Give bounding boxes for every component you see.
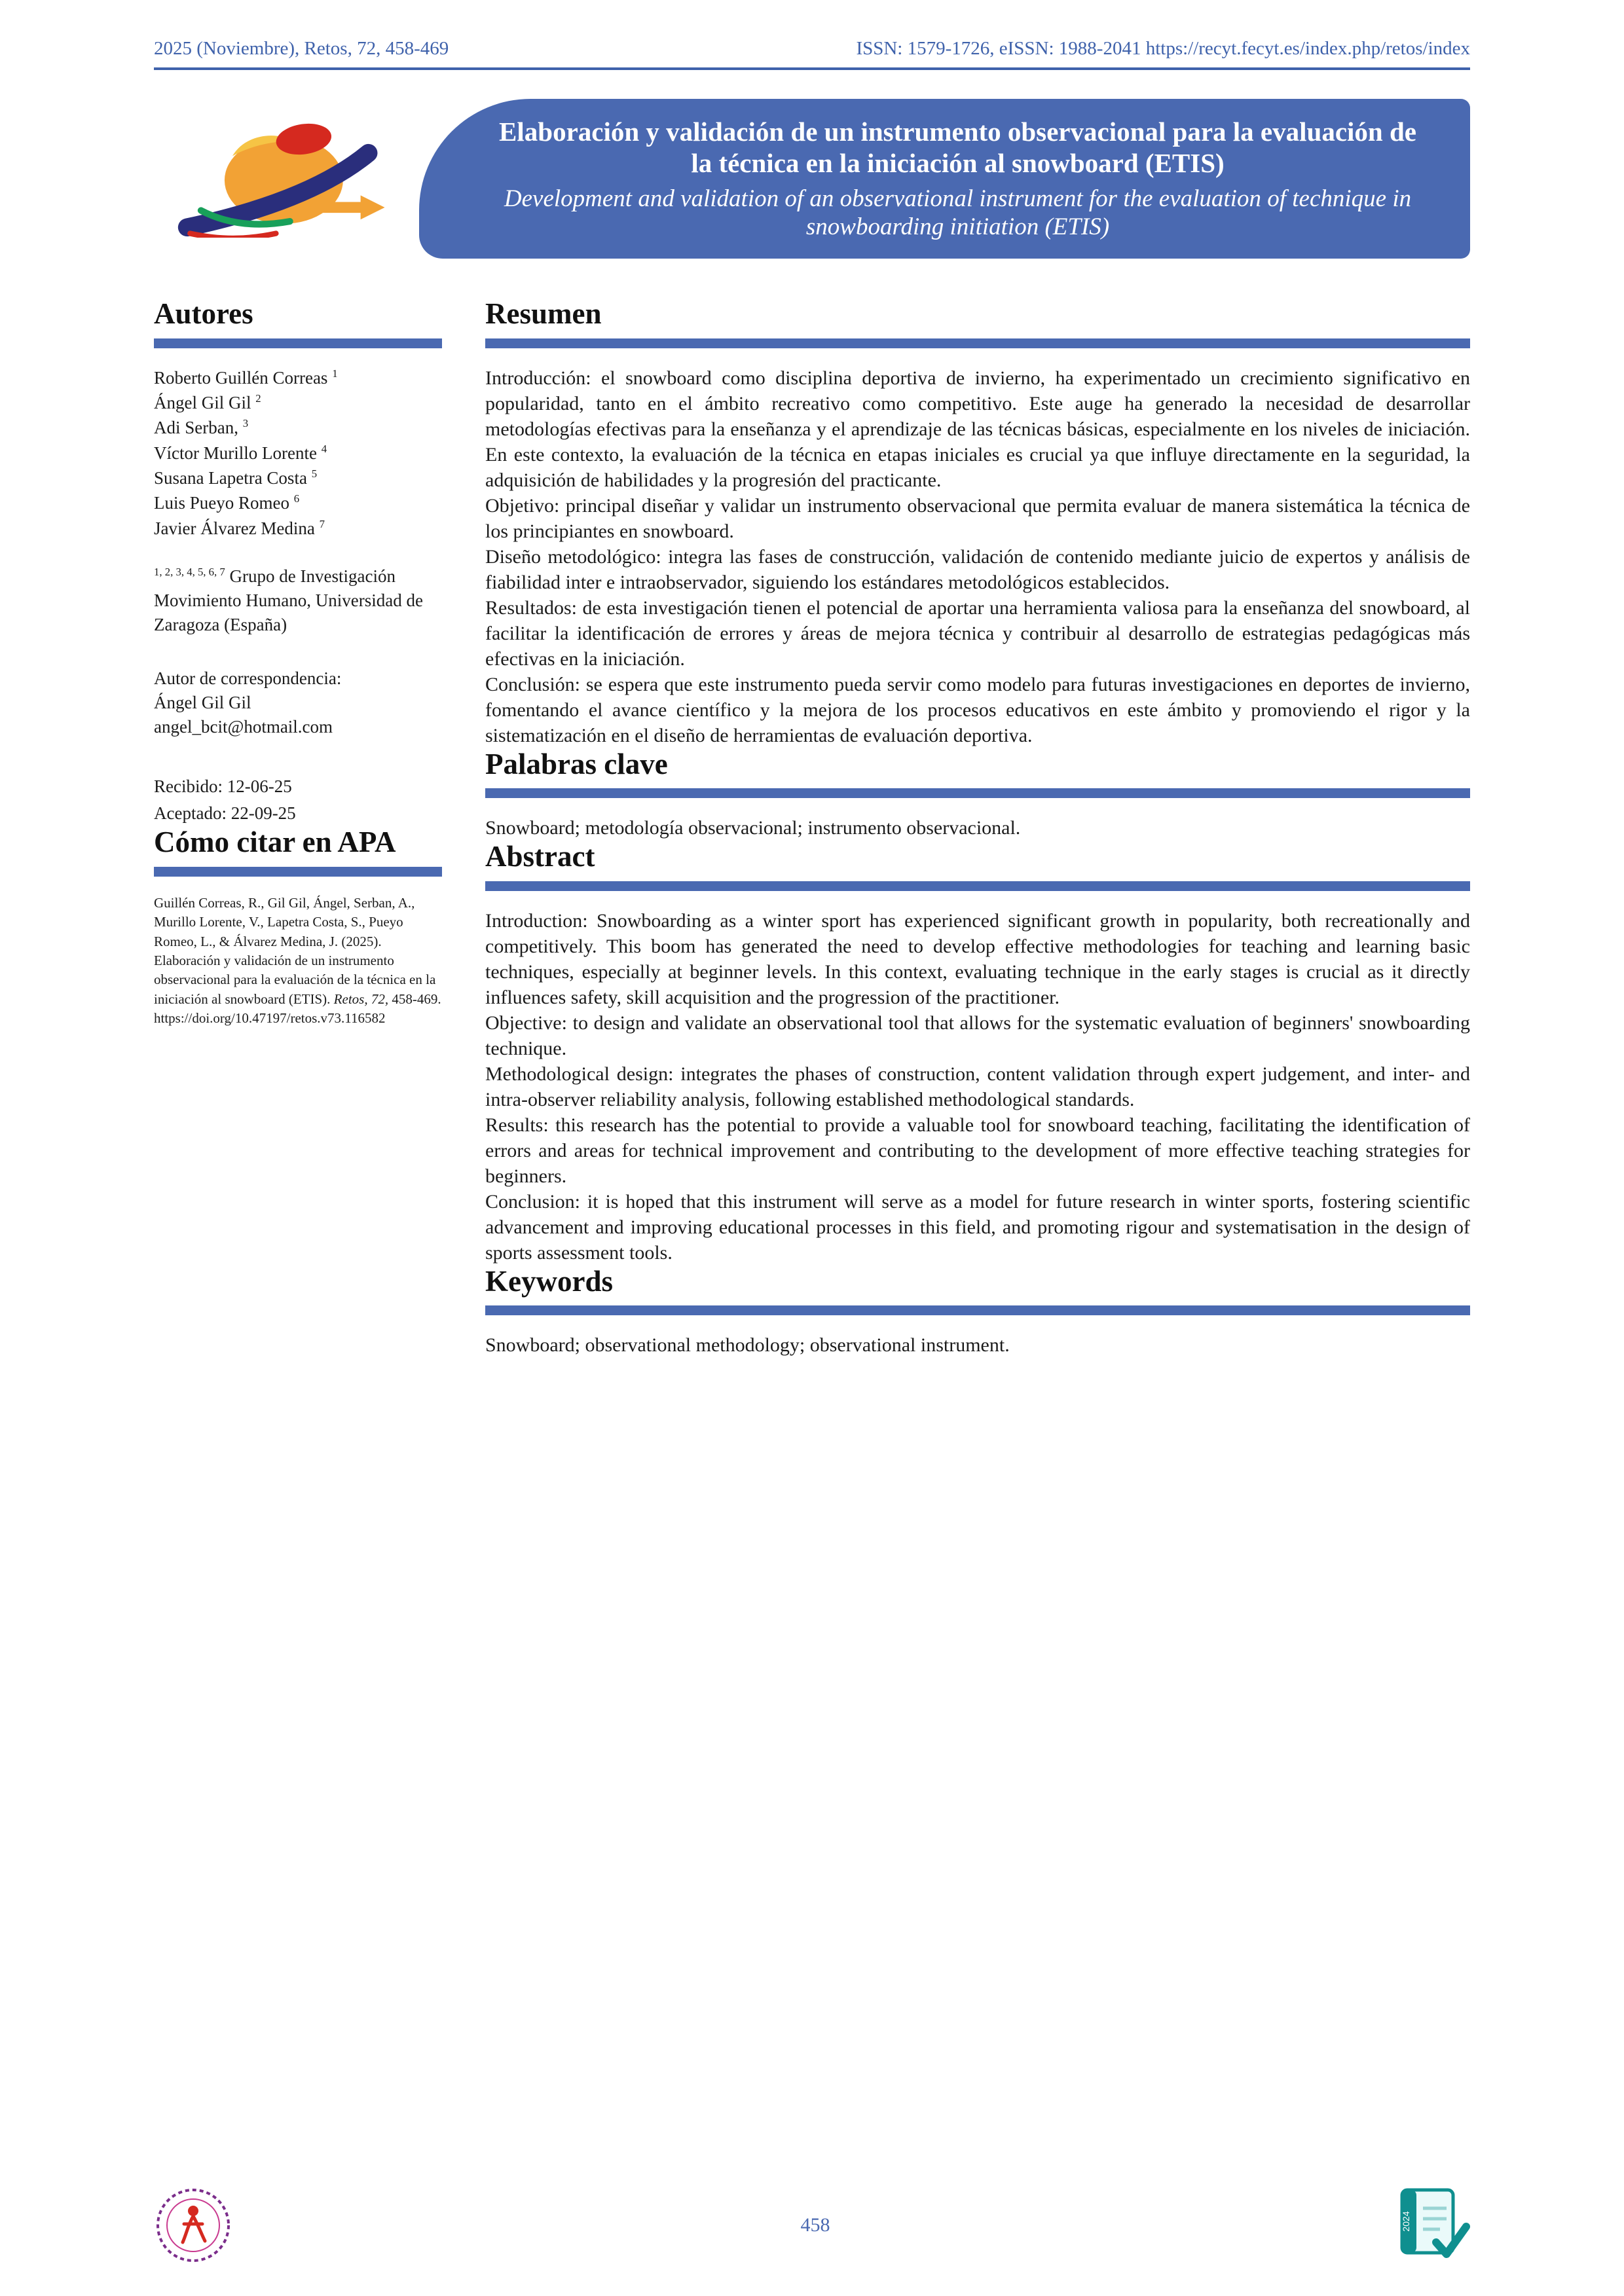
author-name: Susana Lapetra Costa [154,467,307,488]
keywords-heading: Keywords [485,1264,613,1298]
main-column [485,298,1470,1358]
badge-year-text: 2024 [1401,2211,1411,2232]
keywords-heading-rule [485,1305,1470,1315]
correspondence-name: Ángel Gil Gil [154,692,251,712]
sidebar-column [154,298,442,1358]
apa-citation-journal: Retos, 72, [333,991,389,1007]
palabras-clave-heading: Palabras clave [485,747,668,780]
article-title-en: Development and validation of an observational instrument for the evaluation of technique in snowboarding initiation (ETIS) [504,185,1412,241]
title-banner [154,99,1470,259]
abstract-paragraph: Methodological design: integrates the phases of construction, content validation through expert judgement, and inter- and intra-observer reliability analysis, following established methodological standards. [485,1063,1470,1110]
palabras-clave-line: Snowboard; metodología observacional; instrumento observacional. [485,817,1021,839]
journal-header [154,38,1470,70]
affiliation-sup: 1, 2, 3, 4, 5, 6, 7 [154,565,225,578]
author-line [154,390,442,415]
resumen-heading: Resumen [485,297,602,331]
autores-heading-rule [154,338,442,348]
association-logo-icon [154,2186,232,2265]
article-title-es: Elaboración y validación de un instrumento observacional para la evaluación de la técnica en la iniciación al snowboard (ETIS) [499,117,1416,179]
author-affil-sup: 6 [293,492,300,505]
resumen-paragraph: Objetivo: principal diseñar y validar un instrumento observacional que permita evaluar de manera sistemática la técnica de los principiantes en snowboard. [485,494,1470,542]
journal-logo-icon [166,120,408,238]
journal-url-link[interactable]: ISSN: 1579-1726, eISSN: 1988-2041 https://recyt.fecyt.es/index.php/retos/index [856,38,1470,59]
affiliation [154,564,442,638]
quality-badge-icon [1398,2186,1470,2265]
author-line [154,465,442,490]
quality-badge [1398,2186,1470,2265]
apa-citation-text: Guillén Correas, R., Gil Gil, Ángel, Serban, A., Murillo Lorente, V., Lapetra Costa, S., Pueyo Romeo, L., & Álvarez Medina, J. (2025). Elaboración y validación de un instrumento observacional para la evaluación de la técnica en la iniciación al snowboard (ETIS). [154,894,436,1007]
correspondence-label: Autor de correspondencia: [154,668,342,688]
autores-heading: Autores [154,297,253,331]
author-name: Ángel Gil Gil [154,392,251,412]
palabras-clave-heading-rule [485,788,1470,798]
author-name: Javier Álvarez Medina [154,518,315,538]
apa-citation-pages: 458-469. [388,991,441,1007]
abstract-paragraph: Conclusion: it is hoped that this instrument will serve as a model for future research in winter sports, fostering scientific advancement and improving educational processes in this field, and promoting rigour and systematisation in the design of sports assessment tools. [485,1190,1470,1264]
page-number: 458 [800,2214,830,2236]
author-affil-sup: 2 [255,392,261,405]
received-date: Recibido: 12-06-25 [154,776,292,797]
banner-blue-panel [419,99,1470,259]
resumen-paragraph: Diseño metodológico: integra las fases de construcción, validación de contenido mediante juicio de expertos y análisis de fiabilidad inter e intraobservador, siguiendo los estándares metodológicos establecidos. [485,545,1470,593]
page-footer [154,2186,1470,2265]
accepted-date: Aceptado: 22-09-25 [154,803,296,823]
resumen-heading-rule [485,338,1470,348]
resumen-paragraph: Conclusión: se espera que este instrumento pueda servir como modelo para futuras investigaciones en deportes de invierno, fomentando el avance científico y la mejora de los procesos educativos en este ámbito y promoviendo el rigor y la sistematización en el diseño de herramientas de evaluación deportiva. [485,673,1470,746]
correspondence-block [154,666,442,740]
author-name: Luis Pueyo Romeo [154,493,289,513]
author-name: Víctor Murillo Lorente [154,443,317,463]
author-affil-sup: 3 [242,417,249,430]
abstract-paragraph: Introduction: Snowboarding as a winter sport has experienced significant growth in popularity, both recreationally and competitively. This boom has generated the need to develop effective methodologies for teaching and learning basic techniques, especially at beginner levels. In this context, evaluating technique in the early stages is crucial as it directly influences safety, skill acquisition and the progression of the practitioner. [485,909,1470,1008]
association-logo [154,2186,232,2265]
author-line [154,441,442,465]
author-line [154,415,442,440]
abstract-heading: Abstract [485,840,595,873]
abstract-paragraph: Objective: to design and validate an observational tool that allows for the systematic evaluation of beginners' snowboarding technique. [485,1011,1470,1059]
doi-link[interactable]: https://doi.org/10.47197/retos.v73.116582 [154,1010,386,1027]
affiliation-text: Grupo de Investigación Movimiento Humano, Universidad de Zaragoza (España) [154,566,423,635]
keywords-line: Snowboard; observational methodology; observational instrument. [485,1334,1010,1357]
apa-citation [154,894,442,1029]
author-affil-sup: 4 [321,442,327,455]
abstract-heading-rule [485,881,1470,891]
issue-info: 2025 (Noviembre), Retos, 72, 458-469 [154,38,449,59]
author-name: Adi Serban, [154,418,238,438]
dates-block [154,773,442,826]
apa-heading-rule [154,867,442,877]
author-name: Roberto Guillén Correas [154,367,328,388]
author-affil-sup: 1 [332,367,338,380]
resumen-paragraph: Introducción: el snowboard como disciplina deportiva de invierno, ha experimentado un crecimiento significativo en popularidad, tanto en el ámbito recreativo como competitivo. Este auge ha generado la necesidad de desarrollar metodologías efectivas para la enseñanza y el aprendizaje de las técnicas básicas, especialmente en los niveles de iniciación. En este contexto, la evaluación de la técnica en etapas iniciales es crucial ya que influye directamente en la seguridad, la adquisición de habilidades y la progresión del practicante. [485,367,1470,491]
author-line [154,516,442,541]
author-line [154,490,442,515]
author-affil-sup: 5 [311,467,318,480]
author-line [154,365,442,390]
journal-logo [154,99,419,259]
apa-heading: Cómo citar en APA [154,826,396,859]
correspondence-email-link[interactable]: angel_bcit@hotmail.com [154,717,333,737]
author-affil-sup: 7 [319,517,325,530]
resumen-paragraph: Resultados: de esta investigación tienen el potencial de aportar una herramienta valiosa para la enseñanza del snowboard, al facilitar la identificación de errores y áreas de mejora técnica y contribuir al desarrollo de estrategias pedagógicas más efectivas en la iniciación. [485,596,1470,670]
content-columns [154,298,1470,1358]
abstract-paragraph: Results: this research has the potential to provide a valuable tool for snowboard teaching, facilitating the identification of errors and areas for technical improvement and contributing to the development of more effective teaching strategies for beginners. [485,1114,1470,1187]
